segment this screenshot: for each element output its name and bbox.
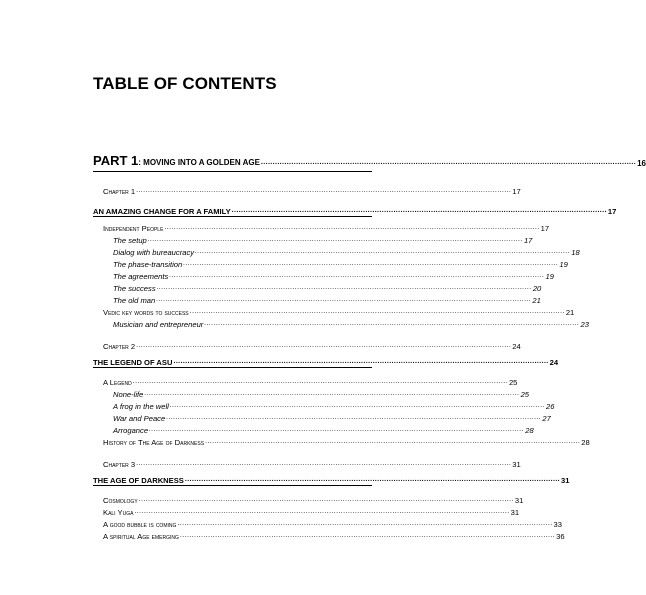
toc-subsubsection-entry[interactable] (113, 411, 551, 423)
entry-label: Arrogance (113, 426, 149, 435)
entry-page: 21 (532, 296, 541, 305)
toc-subsubsection-entry[interactable] (113, 257, 568, 269)
entry-label: The old man (113, 296, 156, 305)
dot-leader: ................................................................................................................................................................ (204, 320, 580, 327)
entry-page: 36 (556, 532, 565, 541)
entry-label: The agreements (113, 272, 169, 281)
toc-part-entry[interactable] (93, 152, 646, 168)
dot-leader: ................................................................................................................................................................ (195, 248, 571, 255)
entry-page: 23 (580, 320, 589, 329)
entry-label: Chapter 1 (103, 187, 136, 196)
dot-leader: ................................................................................................................................................................ (169, 402, 546, 409)
entry-page: 31 (510, 508, 520, 517)
toc-subsubsection-entry[interactable] (113, 399, 555, 411)
entry-label: War and Peace (113, 414, 166, 423)
entry-page: 17 (607, 207, 617, 216)
dot-leader: ................................................................................................................................................................ (149, 426, 525, 433)
toc-subsection-entry[interactable] (103, 505, 520, 517)
dot-leader: ................................................................................................................................................................ (156, 284, 532, 291)
part-number: PART 1 (93, 153, 139, 168)
entry-page: 25 (508, 378, 518, 387)
entry-label: A good bubble is coming (103, 520, 177, 529)
entry-label: A frog in the well (113, 402, 169, 411)
dot-leader: ................................................................................................................................................................ (156, 296, 532, 303)
dot-leader: ................................................................................................................................................................ (179, 532, 556, 539)
toc-title: TABLE OF CONTENTS (93, 74, 277, 93)
dot-leader: ................................................................................................................................................................ (166, 414, 542, 421)
entry-page: 17 (523, 236, 533, 245)
entry-page: 33 (553, 520, 562, 529)
entry-label: The setup (113, 236, 147, 245)
toc-subsubsection-entry[interactable] (113, 293, 541, 305)
toc-section-entry[interactable] (93, 473, 570, 485)
entry-page: 18 (571, 248, 580, 257)
entry-label: Chapter 2 (103, 342, 136, 351)
dot-leader: ................................................................................................................................................................ (177, 520, 553, 527)
entry-label: THE AGE OF DARKNESS (93, 476, 184, 485)
entry-label: Independent People (103, 224, 164, 233)
part-rule (93, 171, 372, 173)
dot-leader: ................................................................................................................................................................ (173, 358, 549, 365)
entry-label: Cosmology (103, 496, 138, 505)
entry-label: None-life (113, 390, 144, 399)
dot-leader: ................................................................................................................................................................ (147, 236, 523, 243)
part-title: : MOVING INTO A GOLDEN AGE (138, 158, 260, 167)
dot-leader: ................................................................................................................................................................ (183, 260, 559, 267)
entry-page: 27 (542, 414, 551, 423)
entry-label: Dialog with bureaucracy (113, 248, 195, 257)
entry-page: 25 (520, 390, 530, 399)
entry-label: Chapter 3 (103, 460, 136, 469)
section-rule (93, 367, 372, 369)
entry-page: 31 (514, 496, 524, 505)
toc-subsubsection-entry[interactable] (113, 317, 589, 329)
entry-label: History of The Age of Darkness (103, 438, 205, 447)
dot-leader: ................................................................................................................................................................ (136, 460, 512, 467)
dot-leader: ................................................................................................................................................................ (184, 476, 561, 483)
entry-page: 26 (546, 402, 555, 411)
part-page: 16 (637, 159, 646, 168)
entry-label: THE LEGEND OF ASU (93, 358, 173, 367)
entry-page: 19 (559, 260, 568, 269)
toc-subsubsection-entry[interactable] (113, 281, 542, 293)
dot-leader: ................................................................................................................................................................ (169, 272, 545, 279)
entry-label: AN AMAZING CHANGE FOR A FAMILY (93, 207, 231, 216)
entry-page: 19 (545, 272, 554, 281)
entry-page: 31 (512, 460, 521, 469)
dot-leader: ................................................................................................................................................................ (136, 342, 512, 349)
entry-page: 31 (561, 476, 570, 485)
entry-page: 21 (565, 308, 575, 317)
dot-leader: ................................................................................................................................................................ (144, 390, 520, 397)
entry-page: 17 (540, 224, 550, 233)
dot-leader: ................................................................................................................................................................ (132, 378, 508, 385)
dot-leader: ................................................................................................................................................................ (231, 207, 607, 214)
toc-subsection-entry[interactable] (103, 517, 562, 529)
toc-subsection-entry[interactable] (103, 529, 565, 541)
entry-label: The success (113, 284, 156, 293)
toc-subsubsection-entry[interactable] (113, 387, 530, 399)
toc-subsubsection-entry[interactable] (113, 245, 580, 257)
toc-subsection-entry[interactable] (103, 221, 550, 233)
toc-chapter-entry[interactable] (103, 339, 521, 351)
toc-subsubsection-entry[interactable] (113, 269, 554, 281)
section-rule (93, 216, 372, 218)
entry-page: 24 (512, 342, 521, 351)
dot-leader: ................................................................................................................................................................ (164, 224, 540, 231)
entry-page: 17 (512, 187, 521, 196)
toc-chapter-entry[interactable] (103, 457, 521, 469)
entry-page: 28 (581, 438, 590, 447)
toc-section-entry[interactable] (93, 204, 617, 216)
section-rule (93, 485, 372, 487)
entry-label: A spiritual Age emerging (103, 532, 179, 541)
toc-subsection-entry[interactable] (103, 493, 524, 505)
entry-label: A Legend (103, 378, 132, 387)
dot-leader: ................................................................................................................................................................ (138, 496, 514, 503)
entry-label: Musician and entrepreneur (113, 320, 204, 329)
entry-label: Vedic key words to success (103, 308, 189, 317)
dot-leader: ................................................................................................................................................................ (205, 438, 581, 445)
dot-leader: ................................................................................................................................................................ (136, 187, 512, 194)
entry-page: 28 (525, 426, 534, 435)
entry-page: 20 (532, 284, 542, 293)
dot-leader: ................................................................................................................................................................ (260, 159, 637, 166)
toc-subsection-entry[interactable] (103, 435, 590, 447)
toc-subsection-entry[interactable] (103, 305, 575, 317)
toc-chapter-entry[interactable] (103, 184, 521, 196)
toc-subsubsection-entry[interactable] (113, 233, 533, 245)
toc-section-entry[interactable] (93, 355, 559, 367)
toc-subsubsection-entry[interactable] (113, 423, 534, 435)
dot-leader: ................................................................................................................................................................ (134, 508, 510, 515)
entry-label: Kali Yuga (103, 508, 134, 517)
toc-subsection-entry[interactable] (103, 375, 518, 387)
entry-label: The phase-transition (113, 260, 183, 269)
entry-page: 24 (549, 358, 559, 367)
dot-leader: ................................................................................................................................................................ (189, 308, 565, 315)
